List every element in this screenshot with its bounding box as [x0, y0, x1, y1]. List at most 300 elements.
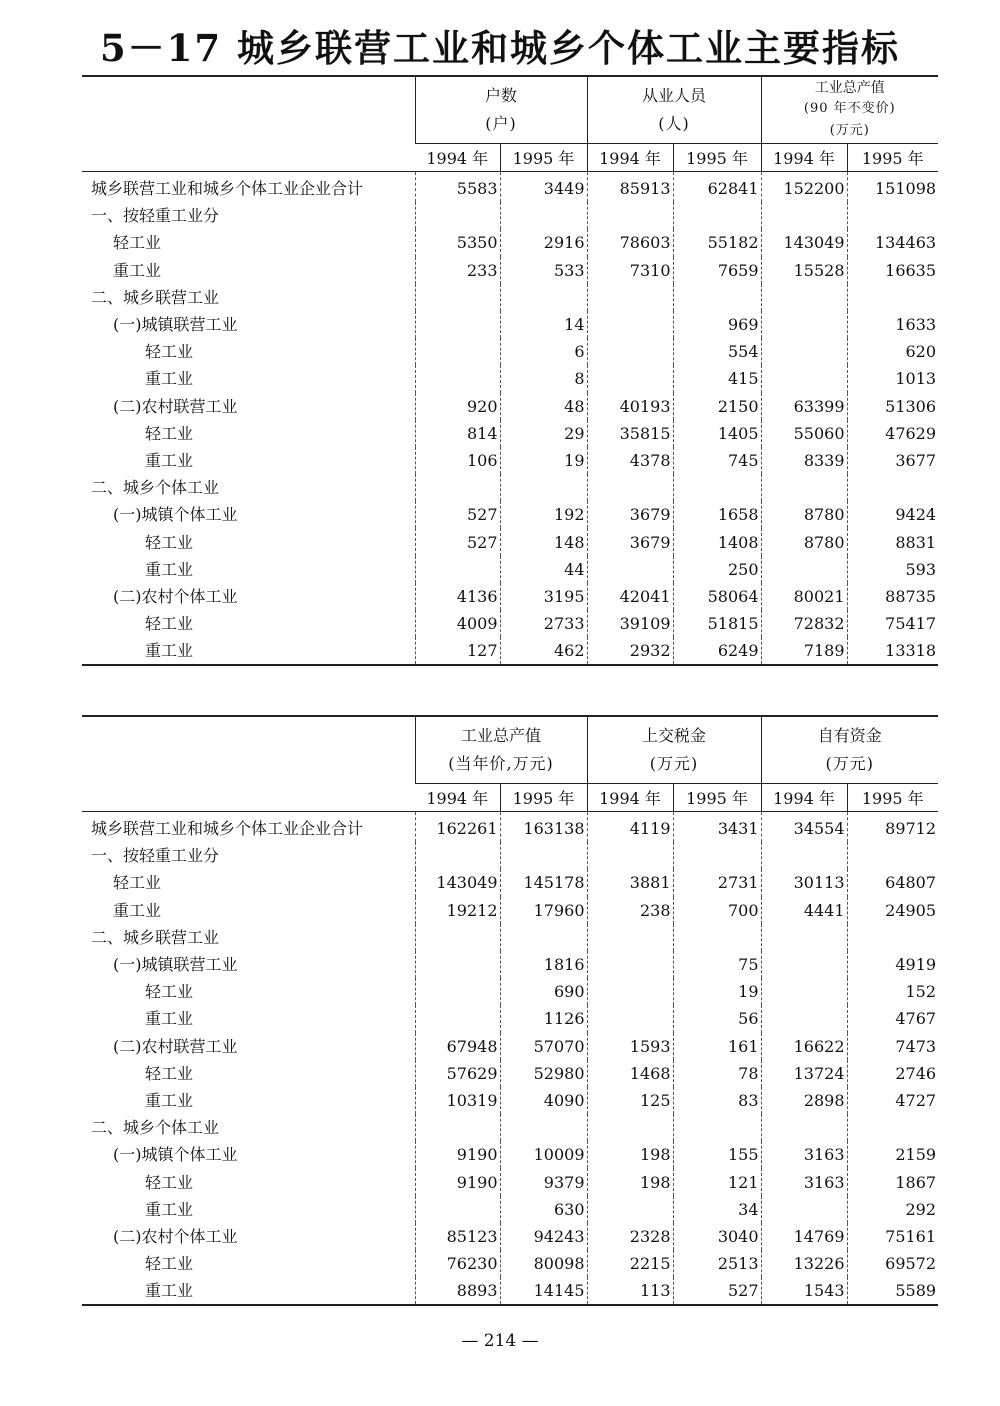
stub-header	[82, 716, 415, 812]
row-label: 重工业	[145, 450, 194, 470]
value-cell	[761, 365, 847, 392]
value-cell: 4136	[415, 583, 500, 610]
header-output-current-price	[415, 716, 587, 784]
value-cell: 10009	[500, 1141, 587, 1168]
value-cell	[415, 1114, 500, 1141]
table-row	[82, 842, 938, 869]
value-cell	[673, 202, 761, 229]
value-cell	[587, 978, 673, 1005]
value-cell: 192	[500, 501, 587, 528]
value-cell: 14	[500, 311, 587, 338]
header-own-funds-unit: (万元)	[825, 754, 875, 773]
header-own-funds	[761, 716, 938, 784]
value-cell: 5589	[847, 1277, 938, 1305]
value-cell: 162261	[415, 812, 500, 843]
header-taxes-label: 上交税金	[642, 726, 707, 745]
row-label: 重工业	[145, 1199, 194, 1219]
value-cell: 5350	[415, 229, 500, 256]
value-cell: 3881	[587, 869, 673, 896]
table-row	[82, 284, 938, 311]
row-label: 轻工业	[145, 614, 194, 634]
value-cell: 143049	[761, 229, 847, 256]
value-cell	[415, 338, 500, 365]
value-cell: 14145	[500, 1277, 587, 1305]
value-cell: 533	[500, 257, 587, 284]
value-cell: 48	[500, 393, 587, 420]
page-number: — 214 —	[461, 1331, 539, 1351]
value-cell: 51306	[847, 393, 938, 420]
value-cell: 85913	[587, 172, 673, 203]
value-cell	[500, 842, 587, 869]
value-cell: 1408	[673, 528, 761, 555]
value-cell: 55182	[673, 229, 761, 256]
row-label: 轻工业	[113, 233, 162, 253]
value-cell: 3449	[500, 172, 587, 203]
row-label: (一)城镇个体工业	[113, 1145, 238, 1165]
value-cell: 1543	[761, 1277, 847, 1305]
value-cell: 5583	[415, 172, 500, 203]
value-cell	[761, 924, 847, 951]
table-row	[82, 1223, 938, 1250]
value-cell: 44	[500, 556, 587, 583]
header-own-funds-label: 自有资金	[817, 726, 882, 745]
value-cell: 198	[587, 1168, 673, 1195]
value-cell: 4919	[847, 951, 938, 978]
value-cell	[761, 311, 847, 338]
header-employees	[587, 76, 761, 144]
table-row	[82, 420, 938, 447]
header-output-basis: (90 年不变价)	[803, 101, 896, 116]
value-cell: 8780	[761, 528, 847, 555]
table-row	[82, 924, 938, 951]
value-cell: 80021	[761, 583, 847, 610]
value-cell: 63399	[761, 393, 847, 420]
value-cell	[673, 474, 761, 501]
value-cell: 8	[500, 365, 587, 392]
value-cell: 75	[673, 951, 761, 978]
row-label: (二)农村个体工业	[113, 1226, 238, 1246]
value-cell: 151098	[847, 172, 938, 203]
value-cell: 4727	[847, 1087, 938, 1114]
value-cell: 969	[673, 311, 761, 338]
value-cell: 94243	[500, 1223, 587, 1250]
value-cell: 2733	[500, 610, 587, 637]
value-cell: 62841	[673, 172, 761, 203]
table-row	[82, 229, 938, 256]
value-cell	[587, 842, 673, 869]
value-cell: 85123	[415, 1223, 500, 1250]
table-row	[82, 978, 938, 1005]
header-output-current-label: 工业总产值	[461, 726, 542, 745]
table-row	[82, 365, 938, 392]
indicator-table-2	[82, 715, 938, 1306]
value-cell: 16635	[847, 257, 938, 284]
value-cell: 1013	[847, 365, 938, 392]
value-cell: 19	[500, 447, 587, 474]
value-cell: 3195	[500, 583, 587, 610]
table-row	[82, 1196, 938, 1223]
row-label: 轻工业	[113, 873, 162, 893]
value-cell: 527	[415, 528, 500, 555]
value-cell: 690	[500, 978, 587, 1005]
value-cell	[761, 284, 847, 311]
value-cell: 6249	[673, 637, 761, 665]
header-output-unit: (万元)	[829, 123, 870, 138]
value-cell: 1816	[500, 951, 587, 978]
value-cell: 8780	[761, 501, 847, 528]
value-cell: 125	[587, 1087, 673, 1114]
value-cell: 7189	[761, 637, 847, 665]
table-row	[82, 1087, 938, 1114]
value-cell	[415, 311, 500, 338]
value-cell: 14769	[761, 1223, 847, 1250]
value-cell	[761, 202, 847, 229]
row-label: 重工业	[113, 900, 162, 920]
value-cell: 57629	[415, 1060, 500, 1087]
table-row	[82, 869, 938, 896]
value-cell: 78603	[587, 229, 673, 256]
value-cell: 593	[847, 556, 938, 583]
value-cell	[415, 365, 500, 392]
value-cell: 198	[587, 1141, 673, 1168]
row-label: 二、城乡个体工业	[91, 1118, 220, 1138]
value-cell: 3677	[847, 447, 938, 474]
year-header: 1995 年	[847, 784, 938, 812]
value-cell	[847, 1114, 938, 1141]
value-cell	[415, 1005, 500, 1032]
value-cell: 19212	[415, 897, 500, 924]
value-cell: 89712	[847, 812, 938, 843]
table-row	[82, 447, 938, 474]
value-cell: 2513	[673, 1250, 761, 1277]
value-cell: 238	[587, 897, 673, 924]
value-cell	[587, 202, 673, 229]
value-cell: 55060	[761, 420, 847, 447]
table-row	[82, 897, 938, 924]
header-output-constant-price	[761, 76, 938, 144]
row-label: (一)城镇个体工业	[113, 505, 238, 525]
table-body	[82, 172, 938, 666]
value-cell: 121	[673, 1168, 761, 1195]
table-row	[82, 202, 938, 229]
table-row	[82, 1033, 938, 1060]
year-header: 1995 年	[500, 144, 587, 172]
value-cell: 1405	[673, 420, 761, 447]
value-cell	[415, 474, 500, 501]
value-cell: 233	[415, 257, 500, 284]
row-label: (二)农村个体工业	[113, 586, 238, 606]
value-cell	[673, 842, 761, 869]
value-cell: 4119	[587, 812, 673, 843]
value-cell: 145178	[500, 869, 587, 896]
value-cell: 7473	[847, 1033, 938, 1060]
value-cell: 34554	[761, 812, 847, 843]
value-cell: 462	[500, 637, 587, 665]
year-header: 1994 年	[761, 784, 847, 812]
value-cell	[415, 951, 500, 978]
row-label: (一)城镇联营工业	[113, 315, 238, 335]
year-header: 1995 年	[500, 784, 587, 812]
value-cell: 4090	[500, 1087, 587, 1114]
value-cell	[761, 556, 847, 583]
value-cell: 554	[673, 338, 761, 365]
value-cell: 3679	[587, 528, 673, 555]
year-header: 1995 年	[673, 784, 761, 812]
value-cell: 920	[415, 393, 500, 420]
row-label: 城乡联营工业和城乡个体工业企业合计	[82, 812, 415, 843]
value-cell: 42041	[587, 583, 673, 610]
value-cell	[761, 338, 847, 365]
table-row	[82, 1277, 938, 1305]
value-cell: 106	[415, 447, 500, 474]
value-cell: 30113	[761, 869, 847, 896]
table-row	[82, 1060, 938, 1087]
table-row	[82, 338, 938, 365]
value-cell	[847, 284, 938, 311]
year-header: 1994 年	[761, 144, 847, 172]
value-cell	[673, 924, 761, 951]
value-cell: 6	[500, 338, 587, 365]
value-cell: 64807	[847, 869, 938, 896]
value-cell: 29	[500, 420, 587, 447]
row-label: 二、城乡联营工业	[91, 287, 220, 307]
value-cell	[415, 924, 500, 951]
value-cell: 1126	[500, 1005, 587, 1032]
value-cell	[415, 978, 500, 1005]
value-cell: 2215	[587, 1250, 673, 1277]
value-cell: 161	[673, 1033, 761, 1060]
header-output-label: 工业总产值	[814, 80, 885, 96]
table-row	[82, 556, 938, 583]
value-cell	[587, 365, 673, 392]
value-cell	[587, 338, 673, 365]
row-label: 重工业	[145, 559, 194, 579]
value-cell: 78	[673, 1060, 761, 1087]
value-cell	[415, 284, 500, 311]
value-cell: 56	[673, 1005, 761, 1032]
value-cell	[587, 1196, 673, 1223]
year-header: 1995 年	[847, 144, 938, 172]
table-row	[82, 583, 938, 610]
value-cell: 4378	[587, 447, 673, 474]
value-cell	[415, 1196, 500, 1223]
value-cell	[847, 202, 938, 229]
value-cell	[587, 311, 673, 338]
header-employees-label: 从业人员	[642, 86, 707, 105]
value-cell: 292	[847, 1196, 938, 1223]
year-header: 1994 年	[587, 784, 673, 812]
value-cell: 3040	[673, 1223, 761, 1250]
page-title: 5－17 城乡联营工业和城乡个体工业主要指标	[99, 26, 901, 70]
value-cell: 39109	[587, 610, 673, 637]
indicator-table-1	[82, 75, 938, 666]
table-row	[82, 393, 938, 420]
year-header: 1994 年	[587, 144, 673, 172]
value-cell: 2731	[673, 869, 761, 896]
value-cell: 4441	[761, 897, 847, 924]
value-cell: 527	[673, 1277, 761, 1305]
value-cell: 75161	[847, 1223, 938, 1250]
value-cell	[673, 1114, 761, 1141]
value-cell: 16622	[761, 1033, 847, 1060]
header-taxes	[587, 716, 761, 784]
row-label: 重工业	[113, 260, 162, 280]
header-households	[415, 76, 587, 144]
value-cell: 134463	[847, 229, 938, 256]
table-row	[82, 1005, 938, 1032]
year-header: 1994 年	[426, 789, 489, 808]
header-households-unit: (户)	[485, 114, 517, 133]
table-body	[82, 812, 938, 1306]
value-cell	[761, 1196, 847, 1223]
value-cell	[500, 924, 587, 951]
value-cell: 1633	[847, 311, 938, 338]
value-cell: 2746	[847, 1060, 938, 1087]
value-cell: 4767	[847, 1005, 938, 1032]
value-cell: 630	[500, 1196, 587, 1223]
value-cell: 8339	[761, 447, 847, 474]
value-cell	[500, 1114, 587, 1141]
value-cell	[761, 978, 847, 1005]
value-cell: 127	[415, 637, 500, 665]
value-cell: 19	[673, 978, 761, 1005]
row-label: 轻工业	[145, 532, 194, 552]
row-label: 一、按轻重工业分	[91, 206, 220, 226]
header-taxes-unit: (万元)	[649, 754, 699, 773]
value-cell: 88735	[847, 583, 938, 610]
value-cell: 40193	[587, 393, 673, 420]
value-cell: 35815	[587, 420, 673, 447]
value-cell: 10319	[415, 1087, 500, 1114]
value-cell: 9190	[415, 1141, 500, 1168]
table-row	[82, 528, 938, 555]
row-label: 重工业	[145, 1009, 194, 1029]
row-label: 轻工业	[145, 342, 194, 362]
value-cell: 620	[847, 338, 938, 365]
row-label: 轻工业	[145, 1063, 194, 1083]
value-cell: 3431	[673, 812, 761, 843]
value-cell: 2932	[587, 637, 673, 665]
value-cell: 527	[415, 501, 500, 528]
value-cell: 69572	[847, 1250, 938, 1277]
value-cell	[587, 924, 673, 951]
value-cell: 13318	[847, 637, 938, 665]
table-row	[82, 1114, 938, 1141]
value-cell	[500, 202, 587, 229]
value-cell: 2159	[847, 1141, 938, 1168]
value-cell	[673, 284, 761, 311]
value-cell: 2328	[587, 1223, 673, 1250]
header-employees-unit: (人)	[658, 114, 690, 133]
value-cell	[847, 842, 938, 869]
value-cell	[587, 284, 673, 311]
header-households-label: 户数	[485, 86, 518, 105]
table-row	[82, 610, 938, 637]
row-label: (二)农村联营工业	[113, 396, 238, 416]
value-cell: 72832	[761, 610, 847, 637]
table-row	[82, 501, 938, 528]
value-cell: 3679	[587, 501, 673, 528]
value-cell: 9424	[847, 501, 938, 528]
value-cell	[500, 284, 587, 311]
value-cell	[500, 474, 587, 501]
value-cell	[587, 1114, 673, 1141]
value-cell	[761, 842, 847, 869]
value-cell: 75417	[847, 610, 938, 637]
value-cell	[761, 1114, 847, 1141]
value-cell: 7310	[587, 257, 673, 284]
row-label: 轻工业	[145, 1254, 194, 1274]
row-label: 二、城乡个体工业	[91, 478, 220, 498]
value-cell: 76230	[415, 1250, 500, 1277]
value-cell: 745	[673, 447, 761, 474]
row-label: 重工业	[145, 369, 194, 389]
value-cell: 155	[673, 1141, 761, 1168]
value-cell: 51815	[673, 610, 761, 637]
value-cell	[847, 474, 938, 501]
row-label: 轻工业	[145, 982, 194, 1002]
value-cell: 9190	[415, 1168, 500, 1195]
value-cell: 34	[673, 1196, 761, 1223]
year-header: 1995 年	[673, 144, 761, 172]
row-label: 二、城乡联营工业	[91, 927, 220, 947]
value-cell: 8893	[415, 1277, 500, 1305]
value-cell: 143049	[415, 869, 500, 896]
value-cell	[847, 924, 938, 951]
value-cell: 15528	[761, 257, 847, 284]
value-cell	[415, 842, 500, 869]
value-cell: 814	[415, 420, 500, 447]
value-cell: 67948	[415, 1033, 500, 1060]
value-cell	[587, 951, 673, 978]
value-cell	[761, 951, 847, 978]
value-cell	[587, 474, 673, 501]
value-cell	[761, 1005, 847, 1032]
value-cell: 152	[847, 978, 938, 1005]
row-label: (一)城镇联营工业	[113, 955, 238, 975]
value-cell: 1593	[587, 1033, 673, 1060]
table-row	[82, 1168, 938, 1195]
value-cell: 700	[673, 897, 761, 924]
table-row	[82, 637, 938, 665]
stub-header	[82, 76, 415, 172]
value-cell: 13724	[761, 1060, 847, 1087]
value-cell: 113	[587, 1277, 673, 1305]
table-row	[82, 257, 938, 284]
value-cell: 250	[673, 556, 761, 583]
year-header: 1994 年	[426, 149, 489, 168]
value-cell: 2150	[673, 393, 761, 420]
table-row	[82, 1141, 938, 1168]
table-row	[82, 812, 938, 843]
value-cell	[587, 1005, 673, 1032]
row-label: 城乡联营工业和城乡个体工业企业合计	[82, 172, 415, 203]
row-label: 轻工业	[145, 423, 194, 443]
row-label: 重工业	[145, 641, 194, 661]
value-cell: 7659	[673, 257, 761, 284]
table-row	[82, 311, 938, 338]
value-cell: 4009	[415, 610, 500, 637]
row-label: 重工业	[145, 1281, 194, 1301]
row-label: (二)农村联营工业	[113, 1036, 238, 1056]
value-cell: 152200	[761, 172, 847, 203]
value-cell: 24905	[847, 897, 938, 924]
value-cell: 415	[673, 365, 761, 392]
table-row	[82, 1250, 938, 1277]
value-cell: 3163	[761, 1168, 847, 1195]
value-cell: 148	[500, 528, 587, 555]
value-cell: 58064	[673, 583, 761, 610]
